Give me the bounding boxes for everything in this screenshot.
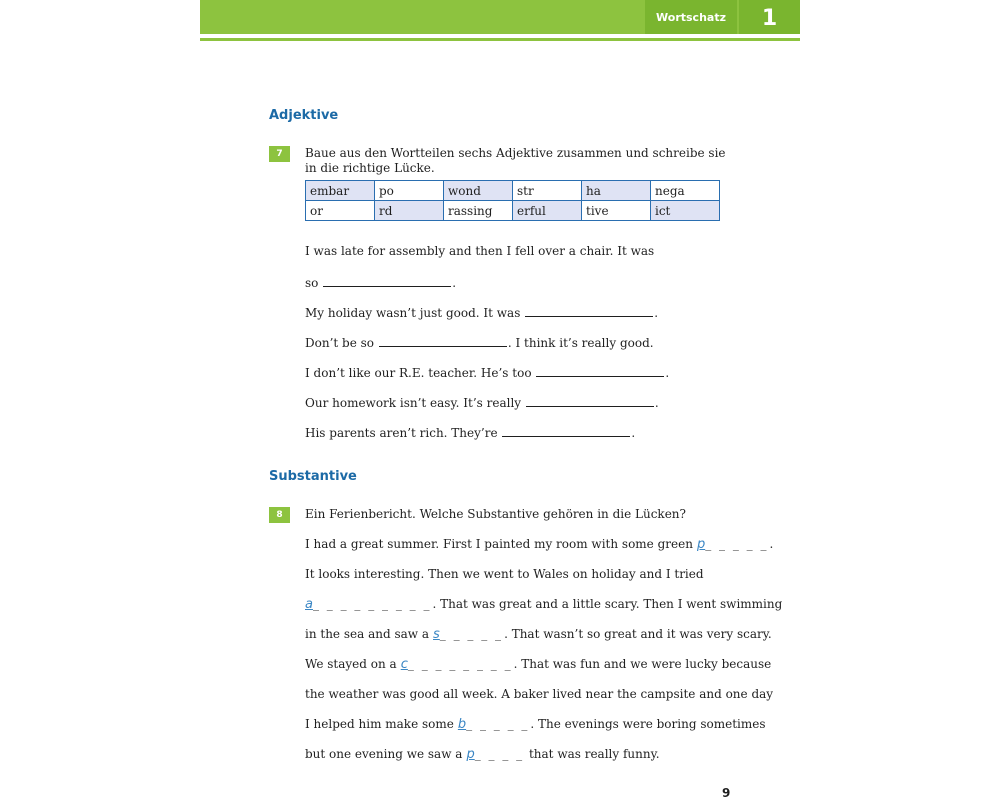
story-text: . — [769, 537, 774, 551]
sentence-line — [305, 274, 456, 290]
story-line — [305, 627, 772, 642]
story-text: the weather was good all week. A baker lived near the campsite and one day — [305, 687, 774, 701]
table-cell: wond — [444, 181, 513, 201]
answer-blank[interactable] — [536, 364, 664, 377]
story-line — [305, 687, 773, 701]
sentence-text: . I think it’s really good. — [507, 336, 654, 350]
story-line — [305, 747, 660, 762]
exercise-number-8: 8 — [269, 507, 290, 523]
sentence-line — [305, 334, 654, 350]
hint-letter: a — [305, 597, 313, 612]
page-number: 9 — [722, 786, 731, 800]
hint-letter: c — [400, 657, 408, 672]
sentence-line — [305, 394, 659, 410]
answer-blank[interactable] — [526, 394, 654, 407]
sentence-text: . — [665, 366, 670, 380]
sentence-text: . — [452, 276, 457, 290]
story-text: but one evening we saw a — [305, 747, 463, 761]
table-cell: embar — [306, 181, 375, 201]
story-text: in the sea and saw a — [305, 627, 430, 641]
story-text: . The evenings were boring sometimes — [530, 717, 766, 731]
story-text: I had a great summer. First I painted my room with some green — [305, 537, 693, 551]
table-row — [306, 201, 720, 221]
story-text: that was really funny. — [525, 747, 660, 761]
sentence-text: His parents aren’t rich. They’re — [305, 426, 498, 440]
story-text: . That was great and a little scary. Then I went swimming — [432, 597, 783, 611]
hint-letter: p — [696, 537, 706, 552]
exercise-8-instruction: Ein Ferienbericht. Welche Substantive gehören in die Lücken? — [305, 507, 686, 521]
exercise-number-7: 7 — [269, 146, 290, 162]
table-cell: rd — [375, 201, 444, 221]
sentence-line — [305, 244, 654, 258]
table-cell: str — [513, 181, 582, 201]
sentence-text: so — [305, 276, 319, 290]
answer-blank[interactable] — [379, 334, 507, 347]
sentence-text: I was late for assembly and then I fell over a chair. It was — [305, 244, 655, 258]
word-parts-table — [305, 180, 720, 221]
section-title-substantive: Substantive — [269, 469, 357, 484]
table-cell: nega — [651, 181, 720, 201]
table-cell: tive — [582, 201, 651, 221]
story-text: It looks interesting. Then we went to Wales on holiday and I tried — [305, 567, 704, 581]
table-cell: ict — [651, 201, 720, 221]
table-cell: or — [306, 201, 375, 221]
table-cell: erful — [513, 201, 582, 221]
story-line — [305, 597, 782, 612]
story-line — [305, 567, 704, 581]
answer-blank[interactable] — [525, 304, 653, 317]
story-line — [305, 537, 773, 552]
sentence-text: . — [631, 426, 636, 440]
story-text: . That was fun and we were lucky because — [513, 657, 772, 671]
answer-dashes[interactable]: _ _ _ _ _ — [439, 627, 504, 641]
hint-letter: s — [433, 627, 440, 642]
sentence-text: Our homework isn’t easy. It’s really — [305, 396, 522, 410]
story-text: We stayed on a — [305, 657, 397, 671]
sentence-line — [305, 424, 635, 440]
answer-dashes[interactable]: _ _ _ _ _ _ _ _ _ — [312, 597, 432, 611]
answer-dashes[interactable]: _ _ _ _ _ — [466, 717, 530, 731]
header-underline — [200, 38, 800, 41]
sentence-text: . — [654, 396, 659, 410]
table-row — [306, 181, 720, 201]
chapter-number: 1 — [739, 0, 800, 34]
answer-blank[interactable] — [323, 274, 451, 287]
answer-dashes[interactable]: _ _ _ _ _ — [705, 537, 769, 551]
sentence-text: . — [654, 306, 659, 320]
section-title-adjektive: Adjektive — [269, 108, 339, 123]
sentence-text: Don’t be so — [305, 336, 375, 350]
answer-dashes[interactable]: _ _ _ _ — [474, 747, 525, 761]
hint-letter: p — [466, 747, 475, 762]
sentence-text: My holiday wasn’t just good. It was — [305, 306, 521, 320]
answer-blank[interactable] — [502, 424, 630, 437]
story-line — [305, 657, 771, 672]
sentence-line — [305, 304, 658, 320]
sentence-text: I don’t like our R.E. teacher. He’s too — [305, 366, 532, 380]
story-line — [305, 717, 766, 732]
section-tab-label: Wortschatz — [645, 0, 737, 34]
table-cell: po — [375, 181, 444, 201]
sentence-line — [305, 364, 669, 380]
table-cell: rassing — [444, 201, 513, 221]
hint-letter: b — [457, 717, 467, 732]
story-text: I helped him make some — [305, 717, 454, 731]
answer-dashes[interactable]: _ _ _ _ _ _ _ _ — [407, 657, 513, 671]
table-cell: ha — [582, 181, 651, 201]
exercise-7-instruction: Baue aus den Wortteilen sechs Adjektive zusammen und schreibe sie in die richtige Lücke. — [305, 146, 726, 175]
story-text: . That wasn’t so great and it was very scary. — [504, 627, 772, 641]
